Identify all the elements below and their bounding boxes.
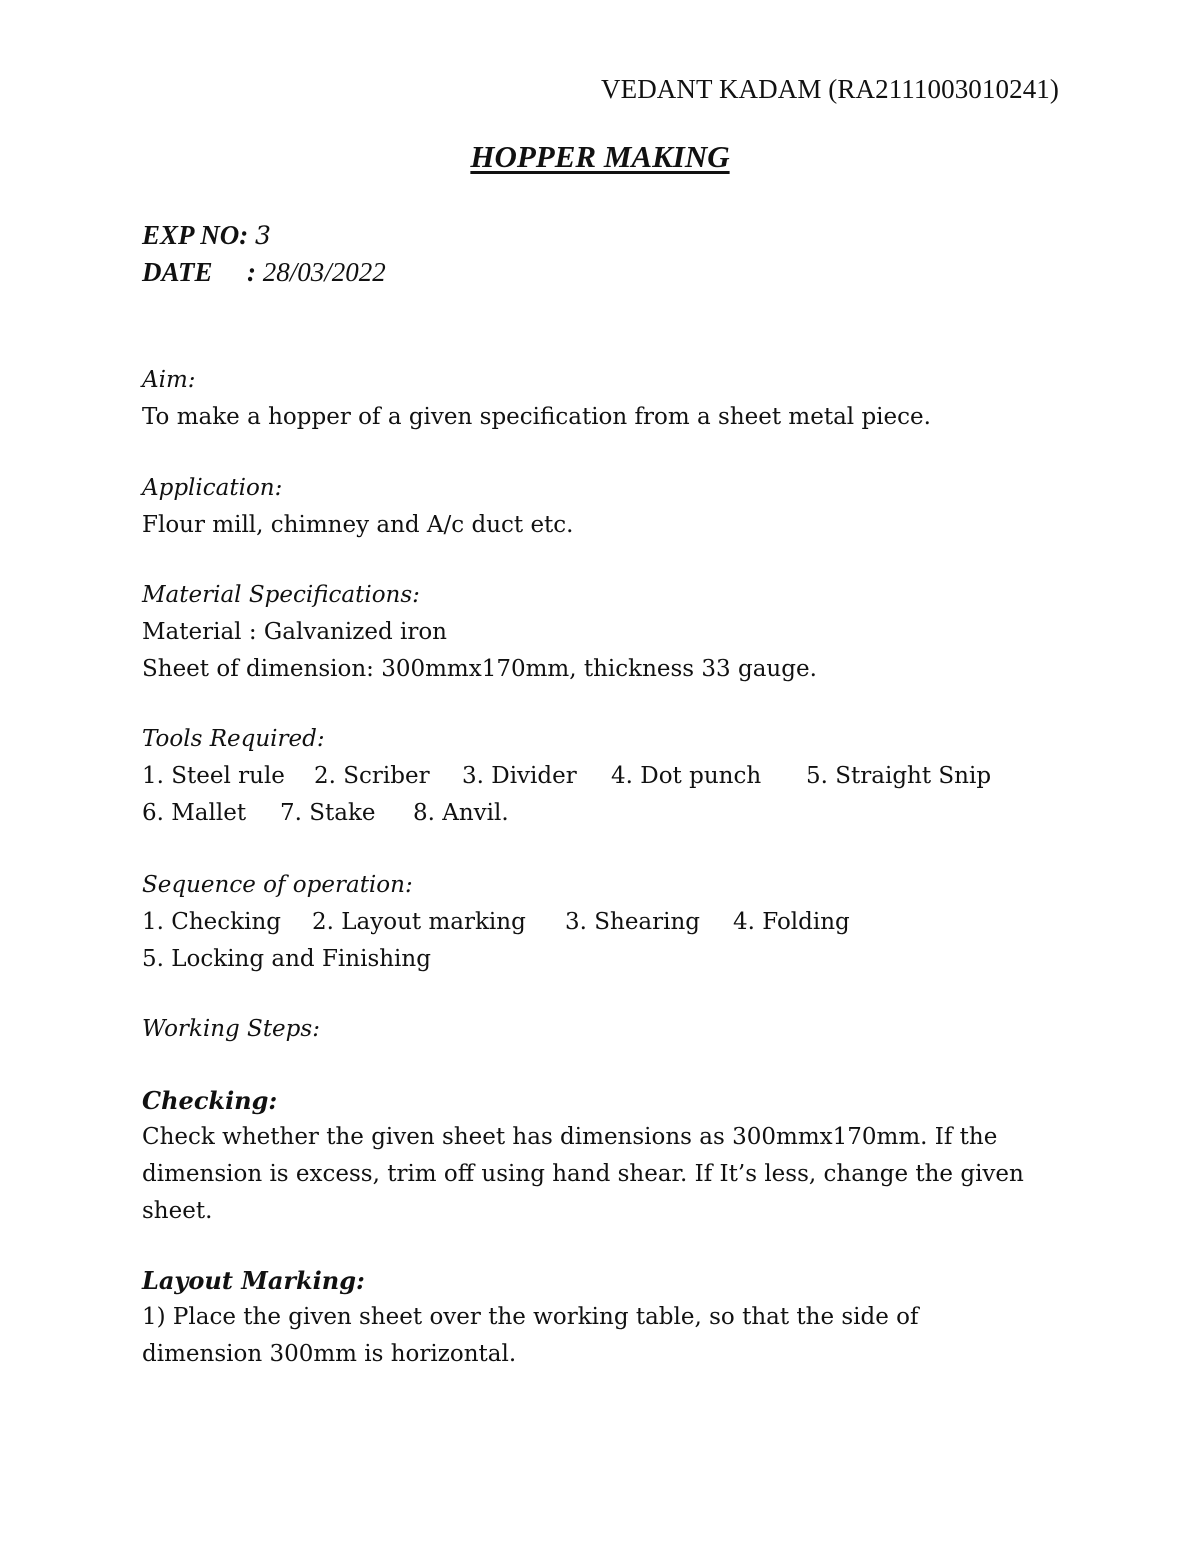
sequence-item: 1. Checking [142,909,281,935]
layout-marking-heading: Layout Marking: [142,1266,365,1295]
tool-item: 5. Straight Snip [806,763,992,789]
sheet-dimension-line: Sheet of dimension: 300mmx170mm, thickness 33 gauge. [142,656,817,682]
sequence-item: 4. Folding [733,909,850,935]
aim-heading: Aim: [142,367,196,393]
exp-no-value: 3 [255,221,271,250]
tools-row-2 [142,795,991,832]
material-line: Material : Galvanized iron [142,619,447,645]
tools-heading: Tools Required: [142,726,325,752]
tool-item: 6. Mallet [142,800,247,826]
sequence-item: 2. Layout marking [312,909,526,935]
tool-item: 1. Steel rule [142,763,285,789]
checking-heading: Checking: [142,1086,278,1115]
tool-item: 4. Dot punch [611,763,762,789]
application-section [142,470,574,544]
date-separator: : [247,257,256,287]
tools-row-1 [142,758,991,795]
aim-section [142,362,931,436]
layout-marking-text-line: dimension 300mm is horizontal. [142,1341,517,1367]
checking-text-line: Check whether the given sheet has dimensions as 300mmx170mm. If the [142,1124,998,1150]
application-text: Flour mill, chimney and A/c duct etc. [142,512,574,538]
layout-marking-section [142,1262,919,1373]
date-value: 28/03/2022 [262,257,386,287]
tool-item: 8. Anvil. [413,800,509,826]
layout-marking-text-line: 1) Place the given sheet over the working table, so that the side of [142,1304,919,1330]
checking-text-line: sheet. [142,1198,213,1224]
working-steps-section [142,1011,320,1048]
material-section [142,577,817,688]
sequence-section [142,867,850,978]
sequence-row-2: 5. Locking and Finishing [142,946,431,972]
sequence-item: 3. Shearing [565,909,701,935]
page-title: HOPPER MAKING [470,139,730,174]
sequence-row-1 [142,904,850,941]
aim-text: To make a hopper of a given specification from a sheet metal piece. [142,404,931,430]
tools-section [142,721,991,832]
sequence-heading: Sequence of operation: [142,872,413,898]
tool-item: 7. Stake [280,800,376,826]
application-heading: Application: [142,475,283,501]
tool-item: 2. Scriber [314,763,430,789]
exp-no-label: EXP NO: [142,220,249,250]
checking-section [142,1082,1024,1230]
checking-text-line: dimension is excess, trim off using hand shear. If It’s less, change the given [142,1161,1024,1187]
tool-item: 3. Divider [462,763,577,789]
date-label: DATE [142,257,213,287]
author-header: VEDANT KADAM (RA2111003010241) [601,74,1059,104]
working-steps-heading: Working Steps: [142,1016,320,1042]
date-line [142,257,386,288]
exp-no-line [142,220,271,251]
material-heading: Material Specifications: [142,582,420,608]
